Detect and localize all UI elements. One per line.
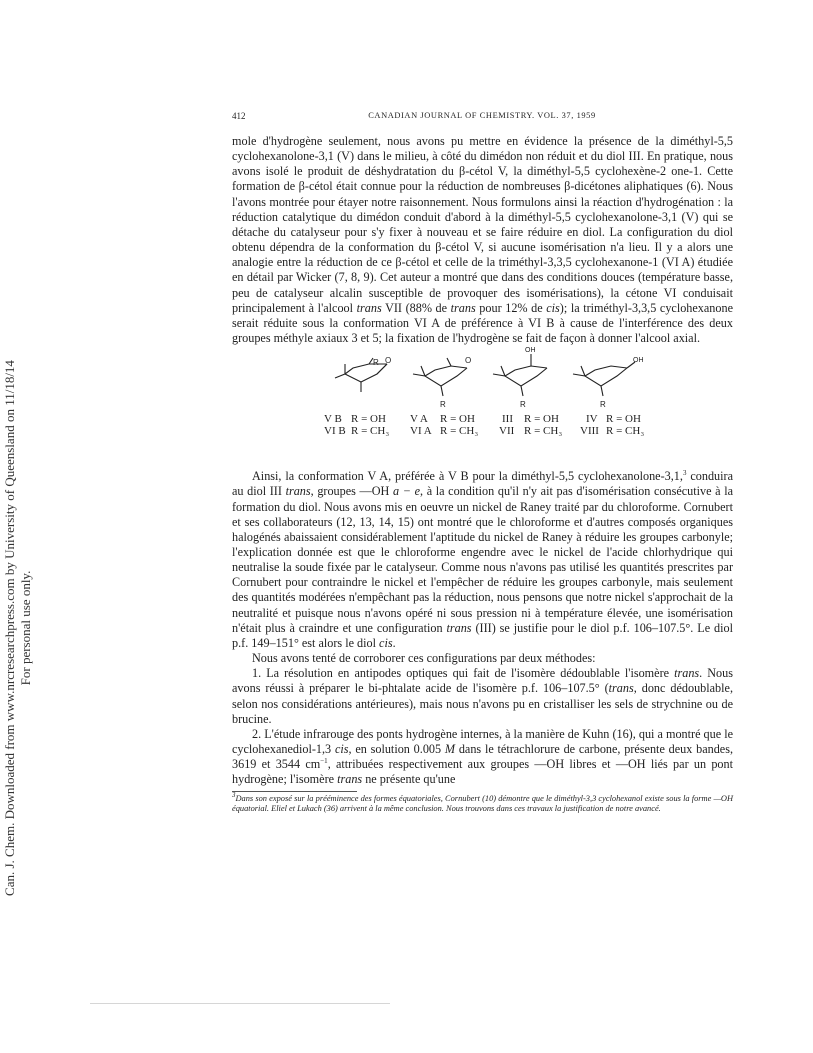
scan-smudge: [90, 1003, 390, 1004]
label-via-r: R = CH₃: [440, 425, 479, 438]
paragraph-3: Nous avons tenté de corroborer ces configurations par deux méthodes:: [252, 651, 596, 666]
label-viii-r: R = CH₃: [606, 425, 645, 438]
conformation-figure: [232, 347, 733, 464]
label-iv: IV: [586, 413, 598, 426]
footnote: [232, 791, 733, 814]
atom-r-3: R: [520, 400, 526, 410]
label-iii: III: [502, 413, 513, 426]
footnote-text: Dans son exposé sur la prééminence des formes équatoriales, Cornubert (10) démontre que le diméthyl-3,3 cyclohexanol existe sous la forme —OH équatorial. Eliel et Lukach (36) arrivent à la même conclusion. Nous trouvons dans ces travaux la justification de notre avancé.: [232, 794, 733, 814]
label-va-r: R = OH: [440, 413, 475, 426]
atom-r-4: R: [600, 400, 606, 410]
atom-o-2: O: [465, 356, 472, 366]
label-via: VI A: [410, 425, 432, 438]
atom-r-2: R: [440, 400, 446, 410]
atom-r-1: R: [373, 358, 379, 368]
atom-oh-2: OH: [633, 357, 644, 365]
footnote-marker: 3: [232, 791, 236, 800]
page-number: 412: [232, 111, 246, 121]
footnote-rule: [232, 791, 357, 792]
structure-iii: [493, 347, 547, 409]
atom-o-1: O: [385, 356, 392, 366]
paragraph-4: 1. La résolution en antipodes optiques qui fait de l'isomère dédoublable l'isomère trans. Nous avons réussi à préparer le bi-phtalate acide de l'isomère p.f. 106–107.5° (trans, donc dédoublable, selon nos considérations antérieures), mais nous n'avons pu en cristalliser les sels de strychnine ou de brucine.: [232, 666, 733, 726]
atom-oh-1: OH: [525, 347, 536, 355]
paragraph-1: mole d'hydrogène seulement, nous avons pu mettre en évidence la présence de la diméthyl-5,5 cyclohexanolone-3,1 (V) dans le milieu, à côté du dimédon non réduit et du diol III. En pratique, nous avons isolé le produit de déshydratation du β-cétol V, la diméthyl-5,5 cyclohexène-2 one-1. Cette formation de β-cétol était connue pour la réduction de nombreuses β-dicétones aliphatiques (6). Nous l'avons montrée pour étayer notre raisonnement. Nous formulons ainsi la réaction d'hydrogénation : la réduction catalytique du dimédon conduit d'abord à la diméthyl-5,5 cyclohexanolone-3,1 (V) qui se détache du catalyseur pour s'y fixer à nouveau et se faire réduire en diol. La configuration du diol obtenu dépendra de la conformation du β-cétol V, si aucune isomérisation n'a lieu. Il y a alors une analogie entre la réduction de ce β-cétol et celle de la triméthyl-3,3,5 cyclohexanone-1 (VI A) étudiée en détail par Wicker (7, 8, 9). Cet auteur a montré que dans des conditions douces (température basse, peu de catalyseur alcalin susceptible de provoquer des isomérisations), la cétone VI conduisait principalement à l'alcool trans VII (88% de trans pour 12% de cis); la triméthyl-3,3,5 cyclohexanone serait réduite sous la conformation VI A de préférence à VI B à cause de l'interférence des deux groupes méthyle axiaux 3 et 5; la fixation de l'hydrogène se fait de façon à donner l'alcool axial.: [232, 134, 733, 346]
journal-title: CANADIAN JOURNAL OF CHEMISTRY. VOL. 37, 1959: [368, 111, 596, 120]
paragraph-5: 2. L'étude infrarouge des ponts hydrogène internes, à la manière de Kuhn (16), qui a montré que le cyclohexanediol-1,3 cis, en solution 0.005 M dans le tétrachlorure de carbone, présente deux bandes, 3619 et 3544 $cm^{-1}$, attribuées respectivement aux groupes —OH libres et —OH liés par un pont hydrogène; l'isomère trans ne présente qu'une: [232, 726, 734, 787]
label-vii-r: R = CH₃: [524, 425, 563, 438]
label-viii: VIII: [580, 425, 599, 438]
label-vib: VI B: [324, 425, 346, 438]
structure-v: [335, 356, 391, 392]
structure-va: [413, 356, 471, 409]
label-vb-r: R = OH: [351, 413, 386, 426]
label-vb: V B: [324, 413, 342, 426]
structure-iv: [573, 357, 644, 409]
label-va: V A: [410, 413, 428, 426]
running-header: [232, 111, 732, 125]
body-text: [232, 134, 733, 814]
label-iii-r: R = OH: [524, 413, 559, 426]
label-vii: VII: [499, 425, 515, 438]
label-iv-r: R = OH: [606, 413, 641, 426]
label-vib-r: R = CH₃: [351, 425, 390, 438]
cyclohexane-structures: [327, 347, 647, 412]
download-notice: [2, 348, 34, 908]
download-notice-line2: For personal use only.: [18, 570, 33, 686]
download-notice-line1: Can. J. Chem. Downloaded from www.nrcresearchpress.com by University of Queensland on 11/18/14: [2, 360, 17, 896]
paragraph-2: Ainsi, la conformation V A, préférée à V B pour la diméthyl-5,5 cyclohexanolone-3,1,$^3$ conduira au diol III trans, groupes —OH a − e, à la condition qu'il n'y ait pas d'isomérisation consécutive à la formation du diol. Nous avons mis en oeuvre un nickel de Raney traité par du chloroforme. Cornubert et ses collaborateurs (12, 13, 14, 15) ont montré que le chloroforme et d'autres composés organiques halogénés abaissaient considérablement l'aptitude du nickel de Raney à réduire les groupes carbonyle; l'explication donnée est que le chloroforme engendre avec le nickel de l'acide chlorhydrique qui neutralise la soude fixée par le catalyseur. Comme nous n'avons pas utilisé les quantités prescrites par Cornubert pour contraindre le nickel et l'empêcher de réduire les groupes carbonyle, mais seulement des quantités modérées n'empêchant pas la réduction, nous pensons que notre nickel s'approchait de la neutralité et puisque nous n'avons opéré ni sous pression ni à température élevée, une isomérisation n'était plus à craindre et une configuration trans (III) se justifie pour le diol p.f. 106–107.5°. Le diol p.f. 149–151° est alors le diol cis.: [232, 469, 733, 650]
